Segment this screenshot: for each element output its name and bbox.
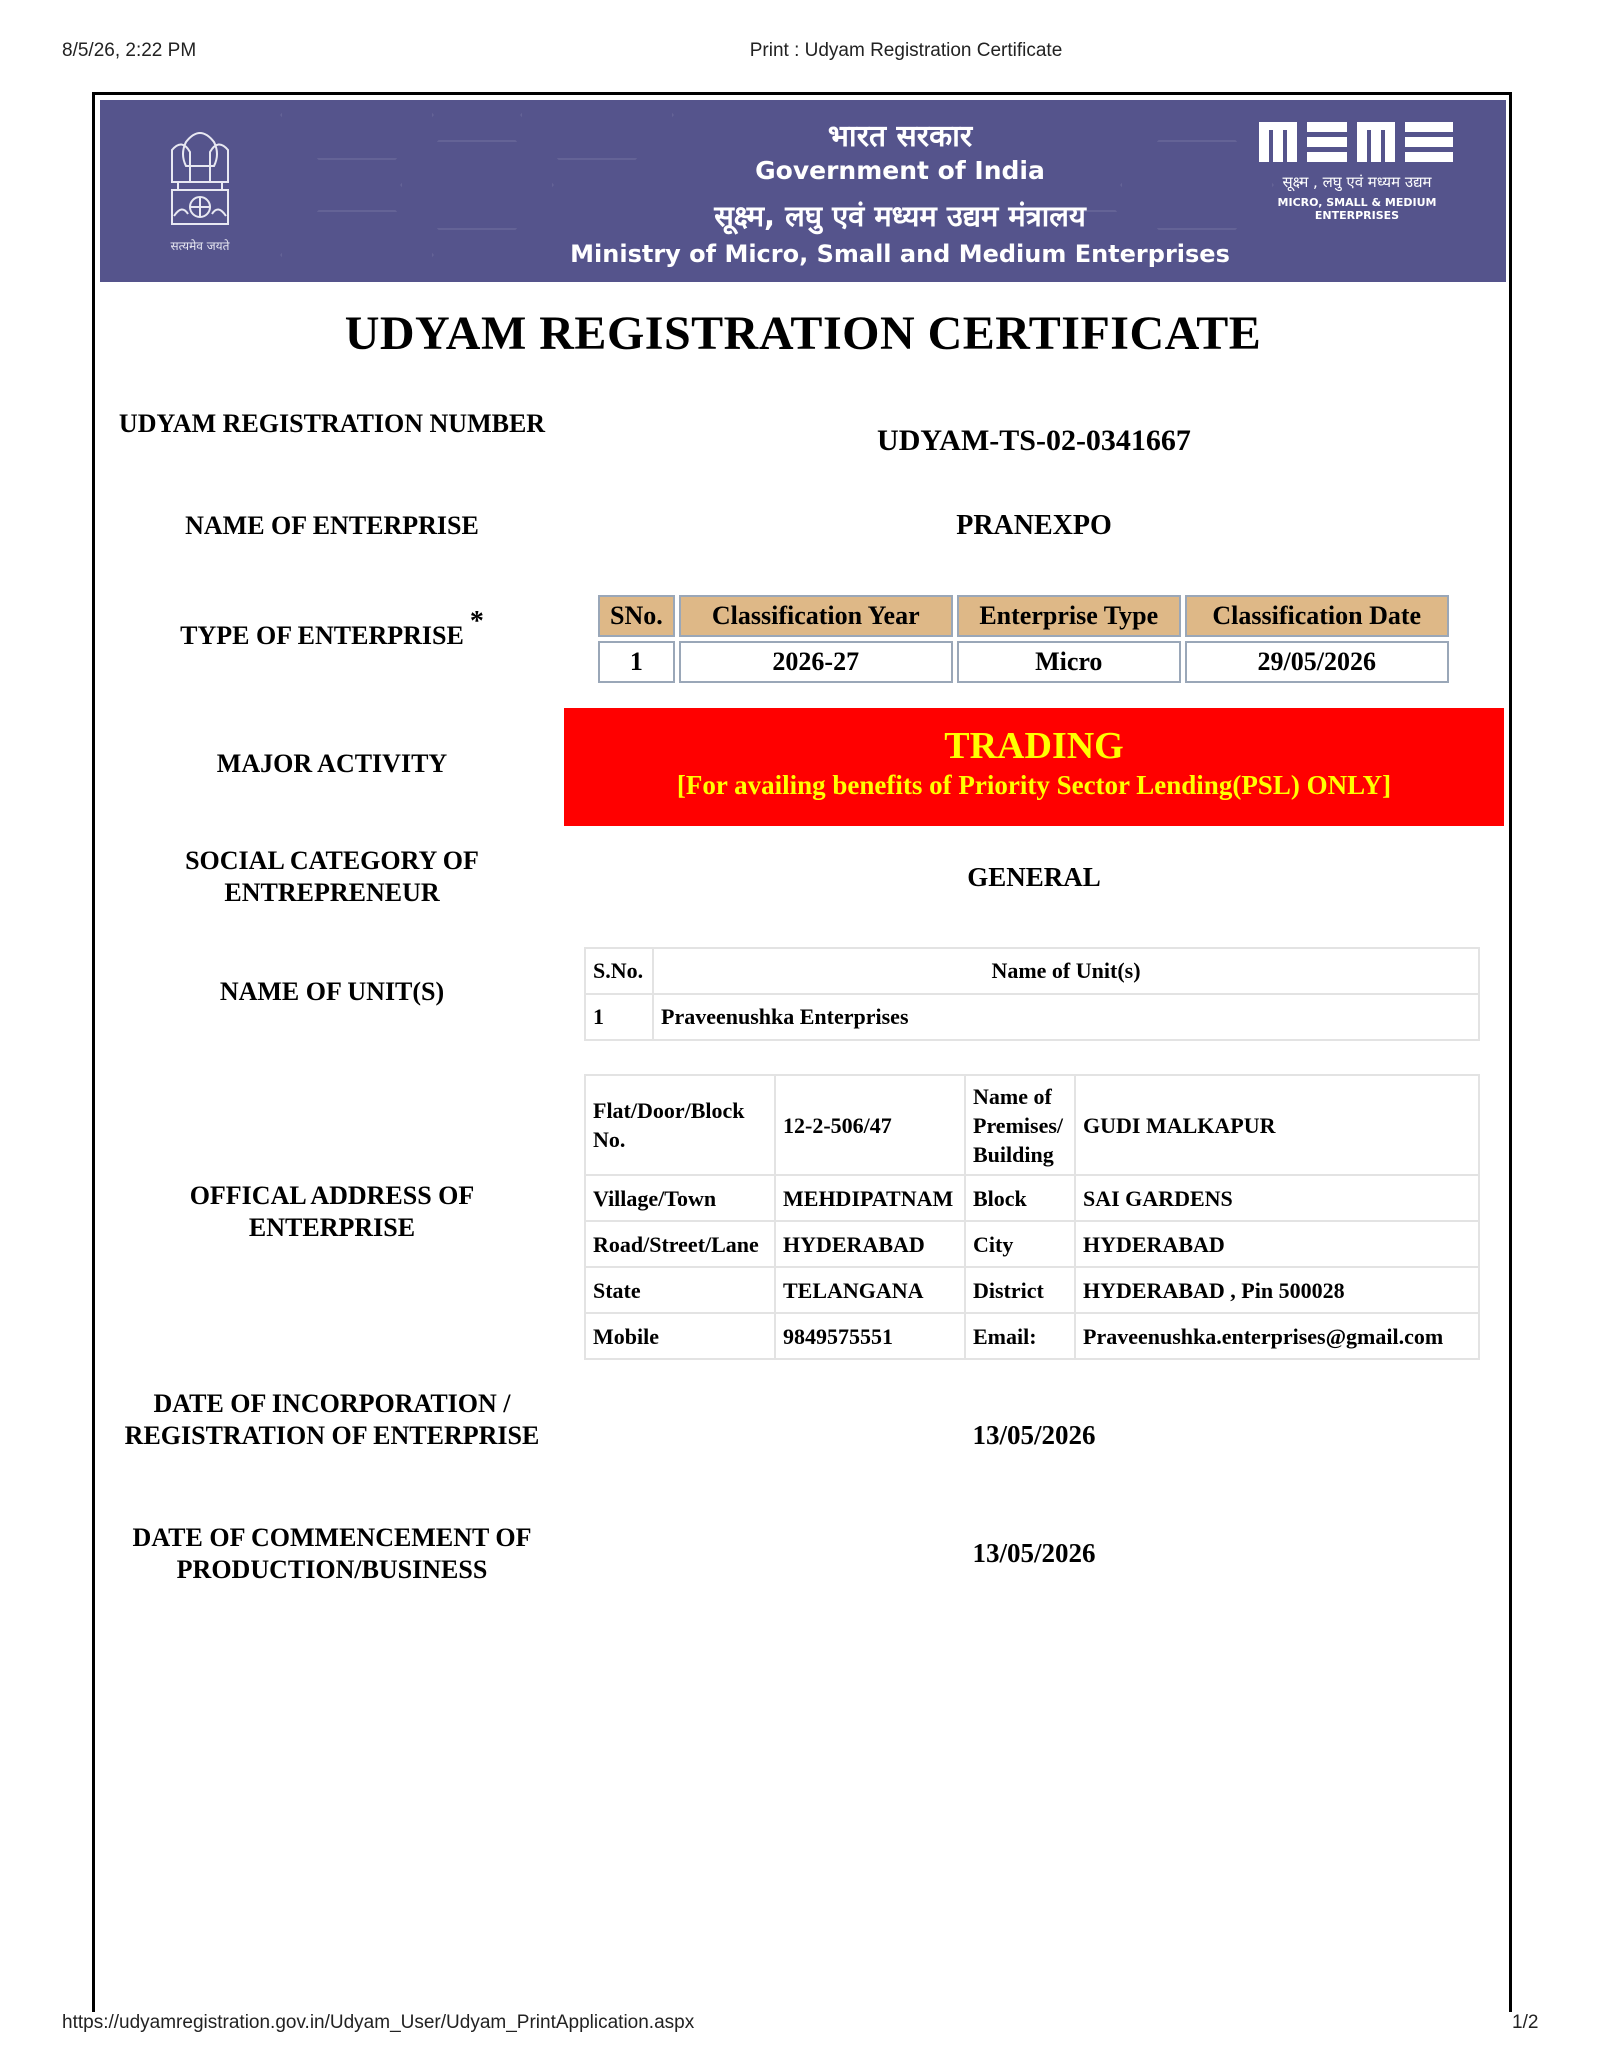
enterprise-name-label: NAME OF ENTERPRISE <box>185 511 479 540</box>
table-cell: District <box>965 1267 1075 1313</box>
social-category: GENERAL <box>967 862 1101 892</box>
incorporation-date-label: DATE OF INCORPORATION / REGISTRATION OF ENTERPRISE <box>124 1389 540 1450</box>
table-cell: MEHDIPATNAM <box>775 1175 965 1221</box>
table-cell: Block <box>965 1175 1075 1221</box>
print-datetime: 8/5/26, 2:22 PM <box>62 40 197 61</box>
table-header-row <box>585 948 1479 994</box>
table-row <box>598 641 1449 683</box>
table-cell: Flat/Door/Block No. <box>585 1075 775 1175</box>
emblem-motto: सत्यमेव जयते <box>170 239 230 253</box>
table-cell: 1 <box>598 641 675 683</box>
table-cell: Praveenushka Enterprises <box>653 994 1479 1040</box>
table-cell: Email: <box>965 1313 1075 1359</box>
banner-hindi-ministry: सूक्ष्म, लघु एवं मध्यम उद्यम मंत्रालय <box>714 199 1086 233</box>
table-row <box>585 1075 1479 1175</box>
print-page-title: Print : Udyam Registration Certificate <box>749 40 1063 61</box>
table-cell: Village/Town <box>585 1175 775 1221</box>
registration-number: UDYAM-TS-02-0341667 <box>877 424 1191 457</box>
table-header: SNo. <box>598 595 675 637</box>
commencement-date: 13/05/2026 <box>972 1538 1096 1568</box>
table-header: Enterprise Type <box>957 595 1181 637</box>
major-activity-label: MAJOR ACTIVITY <box>216 749 448 778</box>
table-cell: TELANGANA <box>775 1267 965 1313</box>
table-cell: Micro <box>957 641 1181 683</box>
address-table <box>584 1074 1480 1360</box>
commencement-date-label: DATE OF COMMENCEMENT OF PRODUCTION/BUSINESS <box>132 1523 532 1584</box>
major-activity-note: [For availing benefits of Priority Sector Lending(PSL) ONLY] <box>676 770 1392 800</box>
registration-number-label: UDYAM REGISTRATION NUMBER <box>118 409 546 438</box>
social-category-label: SOCIAL CATEGORY OF ENTREPRENEUR <box>185 846 479 907</box>
table-header: Classification Year <box>679 595 953 637</box>
table-cell: 2026-27 <box>679 641 953 683</box>
msme-logo-icon <box>1252 116 1462 236</box>
email-value: Praveenushka.enterprises@gmail.com <box>1075 1313 1479 1359</box>
certificate-frame <box>92 92 1512 2012</box>
table-cell: Name of Premises/ Building <box>965 1075 1075 1175</box>
table-cell: 29/05/2026 <box>1185 641 1449 683</box>
table-row <box>585 1313 1479 1359</box>
table-header-row <box>598 595 1449 637</box>
table-header: Classification Date <box>1185 595 1449 637</box>
national-emblem-icon <box>158 120 242 270</box>
table-header: S.No. <box>585 948 653 994</box>
major-activity-box <box>564 708 1504 826</box>
table-cell: 1 <box>585 994 653 1040</box>
table-row <box>585 1267 1479 1313</box>
print-page-number: 1/2 <box>1512 2012 1539 2033</box>
table-row <box>585 994 1479 1040</box>
units-table <box>584 947 1480 1041</box>
required-marker: * <box>469 606 484 637</box>
major-activity: TRADING <box>944 725 1124 767</box>
banner-hindi-title: भारत सरकार <box>827 119 973 154</box>
table-cell: HYDERABAD <box>775 1221 965 1267</box>
ministry-banner <box>100 100 1506 282</box>
table-row <box>585 1175 1479 1221</box>
table-cell: GUDI MALKAPUR <box>1075 1075 1479 1175</box>
table-cell: SAI GARDENS <box>1075 1175 1479 1221</box>
address-label: OFFICAL ADDRESS OF ENTERPRISE <box>189 1181 475 1242</box>
classification-table <box>594 591 1453 687</box>
table-cell: 9849575551 <box>775 1313 965 1359</box>
msme-logo-english: MICRO, SMALL & MEDIUM ENTERPRISES <box>1277 196 1437 222</box>
table-cell: State <box>585 1267 775 1313</box>
msme-logo-hindi: सूक्ष्म , लघु एवं मध्यम उद्यम <box>1282 173 1432 191</box>
table-cell: HYDERABAD <box>1075 1221 1479 1267</box>
print-url: https://udyamregistration.gov.in/Udyam_User/Udyam_PrintApplication.aspx <box>62 2012 695 2033</box>
table-cell: Mobile <box>585 1313 775 1359</box>
incorporation-date: 13/05/2026 <box>972 1420 1096 1450</box>
table-header: Name of Unit(s) <box>653 948 1479 994</box>
table-cell: 12-2-506/47 <box>775 1075 965 1175</box>
certificate-title: UDYAM REGISTRATION CERTIFICATE <box>344 307 1262 360</box>
units-label: NAME OF UNIT(S) <box>219 977 445 1006</box>
enterprise-type-label-text: TYPE OF ENTERPRISE <box>180 621 464 650</box>
table-cell: City <box>965 1221 1075 1267</box>
table-row <box>585 1221 1479 1267</box>
enterprise-name: PRANEXPO <box>956 510 1112 541</box>
table-cell: Road/Street/Lane <box>585 1221 775 1267</box>
table-cell: HYDERABAD , Pin 500028 <box>1075 1267 1479 1313</box>
banner-ministry: Ministry of Micro, Small and Medium Enterprises <box>570 240 1230 268</box>
enterprise-type-label <box>110 606 554 652</box>
banner-government: Government of India <box>755 156 1045 185</box>
